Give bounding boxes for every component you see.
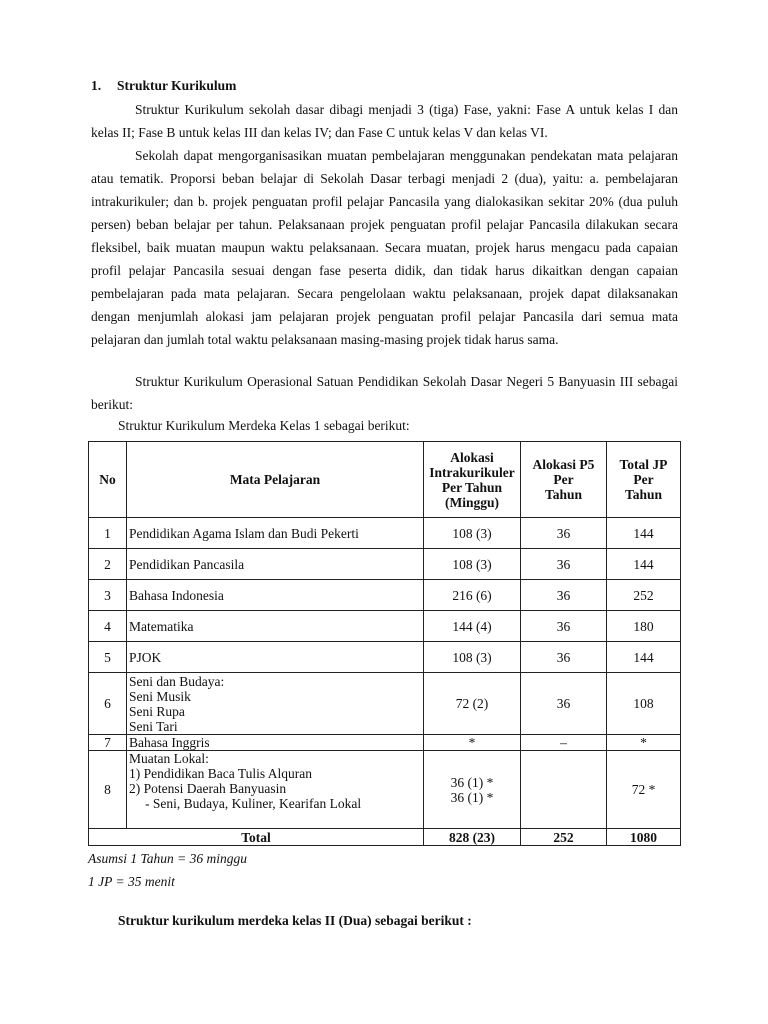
header-no: No xyxy=(89,442,127,518)
table-row xyxy=(89,611,681,642)
row-intrakurikuler: 216 (6) xyxy=(424,580,521,611)
subject-line: 2) Potensi Daerah Banyuasin xyxy=(129,781,287,796)
next-section-heading: Struktur kurikulum merdeka kelas II (Dua) sebagai berikut : xyxy=(118,913,472,928)
header-total-jp xyxy=(607,442,681,518)
row-total: 144 xyxy=(607,518,681,549)
header-p5-line: Tahun xyxy=(544,487,583,502)
table-row xyxy=(89,673,681,735)
row-subject xyxy=(127,751,424,829)
row-intrakurikuler: * xyxy=(424,735,521,751)
header-total-line: Per xyxy=(633,472,654,487)
subject-line: Muatan Lokal: xyxy=(129,751,209,766)
subject-line: Seni dan Budaya: xyxy=(129,673,225,689)
subject-line: Seni Musik xyxy=(129,688,191,704)
note-jp-duration: 1 JP = 35 menit xyxy=(88,874,175,889)
header-intra-line: Per Tahun xyxy=(441,479,503,495)
row-p5: 36 xyxy=(521,642,607,673)
row-p5 xyxy=(521,751,607,829)
table-header-row xyxy=(89,442,681,518)
row-no: 2 xyxy=(89,549,127,580)
row-total: 108 xyxy=(607,673,681,735)
row-p5: 36 xyxy=(521,611,607,642)
paragraph-operational-structure: Struktur Kurikulum Operasional Satuan Pendidikan Sekolah Dasar Negeri 5 Banyuasin III sebagai berikut: xyxy=(91,374,678,412)
paragraph-phases: Struktur Kurikulum sekolah dasar dibagi menjadi 3 (tiga) Fase, yakni: Fase A untuk kelas I dan kelas II; Fase B untuk kelas III dan kelas IV; dan Fase C untuk kelas V dan kelas VI. xyxy=(91,102,678,140)
table-row xyxy=(89,642,681,673)
row-subject: Pendidikan Agama Islam dan Budi Pekerti xyxy=(127,518,424,549)
total-p5: 252 xyxy=(521,829,607,846)
row-p5: 36 xyxy=(521,580,607,611)
header-total-line: Tahun xyxy=(624,487,663,502)
subject-line: 1) Pendidikan Baca Tulis Alquran xyxy=(129,766,312,781)
header-intra-line: Intrakurikuler xyxy=(429,464,515,480)
header-p5-line: Alokasi P5 xyxy=(532,457,595,472)
header-subject: Mata Pelajaran xyxy=(127,442,424,518)
table-notes xyxy=(88,847,247,893)
row-intrakurikuler: 144 (4) xyxy=(424,611,521,642)
row-p5: 36 xyxy=(521,673,607,735)
row-total: 144 xyxy=(607,642,681,673)
row-no: 7 xyxy=(89,735,127,751)
section-heading xyxy=(91,78,236,94)
row-p5: 36 xyxy=(521,549,607,580)
header-total-line: Total JP xyxy=(619,457,668,472)
row-intrakurikuler xyxy=(424,751,521,829)
intra-line: 36 (1) * xyxy=(450,789,494,805)
row-subject: PJOK xyxy=(127,642,424,673)
row-p5: 36 xyxy=(521,518,607,549)
table-row xyxy=(89,549,681,580)
table-caption: Struktur Kurikulum Merdeka Kelas 1 sebagai berikut: xyxy=(118,418,410,433)
section-title: Struktur Kurikulum xyxy=(117,78,237,93)
row-intrakurikuler: 72 (2) xyxy=(424,673,521,735)
row-subject: Matematika xyxy=(127,611,424,642)
subject-line: Seni Tari xyxy=(129,718,178,734)
table-row xyxy=(89,751,681,829)
subject-line: - Seni, Budaya, Kuliner, Kearifan Lokal xyxy=(145,796,362,811)
table-row xyxy=(89,518,681,549)
curriculum-table xyxy=(88,441,681,846)
row-subject: Bahasa Indonesia xyxy=(127,580,424,611)
table-row xyxy=(89,580,681,611)
table-total-row xyxy=(89,829,681,846)
subject-line: Seni Rupa xyxy=(129,703,185,719)
row-no: 5 xyxy=(89,642,127,673)
section-number: 1. xyxy=(91,78,102,93)
row-intrakurikuler: 108 (3) xyxy=(424,549,521,580)
row-subject: Pendidikan Pancasila xyxy=(127,549,424,580)
row-p5: – xyxy=(521,735,607,751)
note-year-assumption: Asumsi 1 Tahun = 36 minggu xyxy=(88,851,248,866)
total-label: Total xyxy=(89,829,424,846)
total-intrakurikuler: 828 (23) xyxy=(424,829,521,846)
table-row xyxy=(89,735,681,751)
row-total: 180 xyxy=(607,611,681,642)
row-intrakurikuler: 108 (3) xyxy=(424,518,521,549)
row-subject: Bahasa Inggris xyxy=(127,735,424,751)
row-no: 1 xyxy=(89,518,127,549)
intra-line: 36 (1) * xyxy=(450,774,494,790)
paragraph-learning-load: Sekolah dapat mengorganisasikan muatan pembelajaran menggunakan pendekatan mata pelajaran atau tematik. Proporsi beban belajar di Sekolah Dasar terbagi menjadi 2 (dua), yaitu: a. pembelajaran intrakurikuler; dan b. projek penguatan profil pelajar Pancasila yang dialokasikan sekitar 20% (dua puluh persen) beban belajar per tahun. Pelaksanaan projek penguatan profil pelajar Pancasila dilakukan secara fleksibel, baik muatan maupun waktu pelaksanaan. Secara muatan, projek harus mengacu pada capaian profil pelajar Pancasila sesuai dengan fase peserta didik, dan tidak harus dikaitkan dengan capaian pembelajaran pada mata pelajaran. Secara pengelolaan waktu pelaksanaan, projek dapat dilaksanakan dengan menjumlah alokasi jam pelajaran projek penguatan profil pelajar Pancasila dari semua mata pelajaran dan jumlah total waktu pelaksanaan masing-masing projek tidak harus sama. xyxy=(91,148,678,347)
row-no: 4 xyxy=(89,611,127,642)
header-intrakurikuler xyxy=(424,442,521,518)
header-intra-line: (Minggu) xyxy=(445,494,499,510)
header-p5-line: Per xyxy=(553,472,574,487)
row-total: * xyxy=(607,735,681,751)
row-subject xyxy=(127,673,424,735)
header-intra-line: Alokasi xyxy=(450,449,494,465)
row-intrakurikuler: 108 (3) xyxy=(424,642,521,673)
row-no: 8 xyxy=(89,751,127,829)
row-total: 252 xyxy=(607,580,681,611)
row-no: 3 xyxy=(89,580,127,611)
total-jp: 1080 xyxy=(607,829,681,846)
row-total: 144 xyxy=(607,549,681,580)
row-total: 72 * xyxy=(607,751,681,829)
header-p5 xyxy=(521,442,607,518)
row-no: 6 xyxy=(89,673,127,735)
